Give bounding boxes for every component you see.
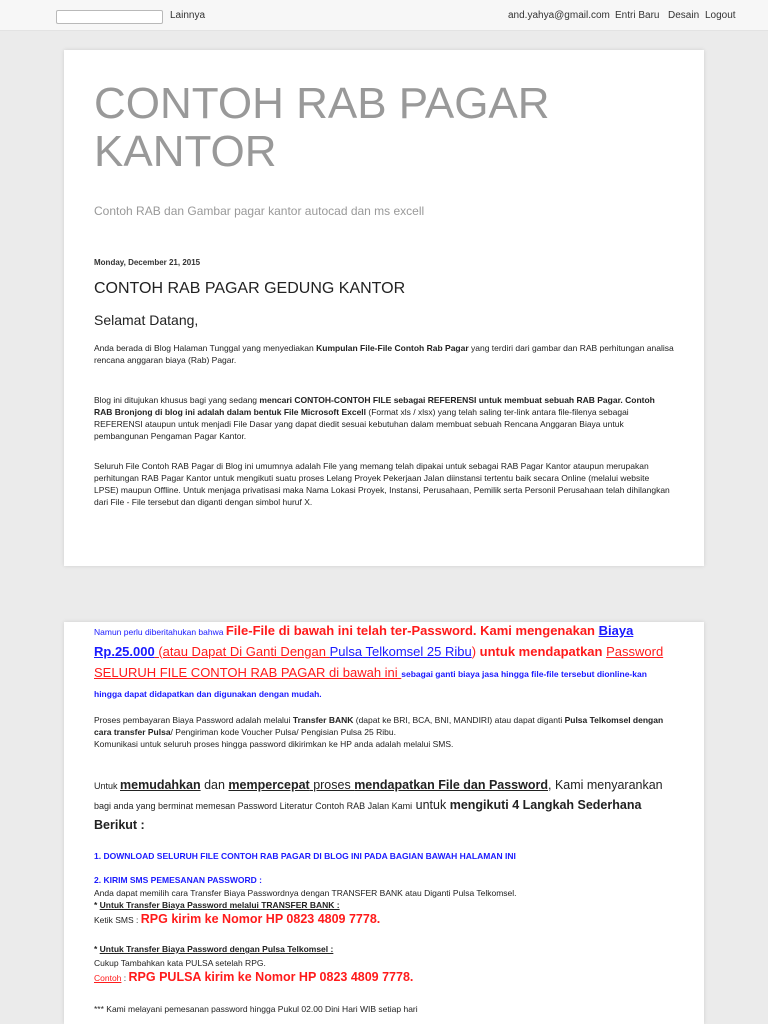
recommendation-text bbox=[94, 776, 664, 835]
pulsa-example bbox=[94, 970, 413, 984]
text-run: / Pengiriman kode Voucher Pulsa/ Pengisian Pulsa 25 Ribu. bbox=[170, 727, 396, 737]
text-run: Proses pembayaran Biaya Password adalah melalui bbox=[94, 715, 293, 725]
text-run-bold: mendapatkan File dan Password bbox=[354, 778, 548, 792]
text-run-bold: memudahkan bbox=[120, 778, 201, 792]
step-2-description: Anda dapat memilih cara Transfer Biaya Passwordnya dengan TRANSFER BANK atau Diganti Pulsa Telkomsel. bbox=[94, 888, 517, 898]
text-run-bold: mengikuti 4 Langkah Sederhana Berikut : bbox=[94, 798, 642, 832]
pulsa-description: Cukup Tambahkan kata PULSA setelah RPG. bbox=[94, 958, 266, 968]
design-link[interactable]: Desain bbox=[668, 10, 700, 21]
blogger-navbar bbox=[0, 0, 768, 31]
post-paragraph-purpose bbox=[94, 394, 674, 442]
post-greeting: Selamat Datang, bbox=[94, 312, 199, 328]
text-run: Blog ini ditujukan khusus bagi yang sedang bbox=[94, 395, 260, 405]
sms-label: Ketik SMS : bbox=[94, 915, 141, 925]
text-run: proses bbox=[309, 778, 355, 792]
sms-text: RPG kirim ke Nomor HP 0823 4809 7778. bbox=[140, 912, 381, 926]
text-run: yang terdiri dari gambar dan RAB perhitungan analisa rencana anggaran biaya (Rab) Pagar. bbox=[94, 343, 674, 365]
notice-alt: (atau Dapat Di Ganti Dengan bbox=[154, 644, 330, 659]
sms-instruction bbox=[94, 912, 380, 926]
step-2-heading: 2. KIRIM SMS PEMESANAN PASSWORD : bbox=[94, 875, 262, 885]
text-run: Untuk bbox=[94, 781, 121, 791]
text-run: untuk bbox=[412, 798, 450, 812]
blog-description: Contoh RAB dan Gambar pagar kantor autocad dan ms excell bbox=[94, 204, 425, 218]
text-run-bold: mempercepat bbox=[228, 778, 310, 792]
notice-pulsa: Pulsa Telkomsel 25 Ribu bbox=[329, 644, 472, 659]
post-panel-bottom bbox=[64, 622, 704, 1024]
navbar-search-input[interactable] bbox=[56, 10, 163, 24]
example-sep: : bbox=[121, 973, 129, 983]
blog-title[interactable]: CONTOH RAB PAGAR KANTOR bbox=[94, 79, 550, 176]
text-run-bold: Pulsa Telkomsel dengan cara transfer Pulsa bbox=[94, 715, 664, 737]
text-run-small: bagi anda yang berminat memesan Password Literatur Contoh RAB Jalan Kami bbox=[94, 801, 413, 811]
step-1-download: 1. DOWNLOAD SELURUH FILE CONTOH RAB PAGAR DI BLOG INI PADA BAGIAN BAWAH HALAMAN INI bbox=[94, 851, 516, 861]
bank-heading-text: Untuk Transfer Biaya Password melalui TRANSFER BANK : bbox=[99, 900, 340, 910]
notice-intro: Namun perlu diberitahukan bahwa bbox=[94, 627, 226, 637]
text-run: Anda berada di Blog Halaman Tunggal yang menyediakan bbox=[94, 343, 317, 353]
navbar-account-email[interactable]: and.yahya@gmail.com bbox=[508, 10, 610, 21]
notice-tail: sebagai ganti biaya jasa hingga file-file tersebut dionline-kan hingga dapat didapatkan dan digunakan dengan mudah. bbox=[94, 669, 647, 699]
bullet-star: * bbox=[94, 900, 100, 910]
notice-price: Biaya Rp.25.000 bbox=[94, 623, 634, 659]
service-hours-note: *** Kami melayani pemesanan password hingga Pukul 02.00 Dini Hari WIB setiap hari bbox=[94, 1004, 418, 1014]
text-run-bold: Kumpulan File-File Contoh Rab Pagar bbox=[316, 343, 469, 353]
post-date: Monday, December 21, 2015 bbox=[94, 258, 201, 267]
notice-close: ) bbox=[471, 644, 477, 659]
bank-transfer-heading bbox=[94, 900, 340, 910]
post-panel-top bbox=[64, 50, 704, 566]
text-run: dan bbox=[200, 778, 229, 792]
text-run-bold: mencari CONTOH-CONTOH FILE sebagai REFERENSI untuk membuat sebuah RAB Pagar. Contoh RAB Bronjong di blog ini adalah dalam bentuk File Microsoft Excell bbox=[94, 395, 655, 417]
text-run: (dapat ke BRI, BCA, BNI, MANDIRI) atau dapat diganti bbox=[353, 715, 565, 725]
post-title[interactable]: CONTOH RAB PAGAR GEDUNG KANTOR bbox=[94, 280, 406, 297]
notice-untuk: untuk mendapatkan bbox=[476, 644, 607, 659]
new-post-link[interactable]: Entri Baru bbox=[615, 10, 660, 21]
text-run: Komunikasi untuk seluruh proses hingga password dikirimkan ke HP anda adalah melalui SMS. bbox=[94, 739, 454, 749]
example-text: RPG PULSA kirim ke Nomor HP 0823 4809 7778. bbox=[128, 970, 414, 984]
logout-link[interactable]: Logout bbox=[705, 10, 736, 21]
bullet-star: * bbox=[94, 944, 100, 954]
example-label: Contoh bbox=[94, 973, 122, 983]
navbar-more-link[interactable]: Lainnya bbox=[170, 10, 206, 21]
post-paragraph-privacy: Seluruh File Contoh RAB Pagar di Blog ini umumnya adalah File yang memang telah dipakai untuk sebagai RAB Pagar Kantor ataupun merupakan perhitungan RAB Pagar Kantor untuk mengikuti suatu proses Lelang Proyek Pekerjaan Jalan diinstansi tertentu baik secara Online (melalui website LPSE) maupun Offline. Untuk menjaga privatisasi maka Nama Lokasi Proyek, Instansi, Perusahaan, Pemilik serta Personil Perusahaan telah dihilangkan dari File - File tersebut dan diganti dengan simbol huruf X. bbox=[94, 461, 670, 507]
pulsa-transfer-heading bbox=[94, 944, 333, 954]
payment-info bbox=[94, 714, 674, 750]
pulsa-heading-text: Untuk Transfer Biaya Password dengan Pulsa Telkomsel : bbox=[99, 944, 334, 954]
text-run-bold: Transfer BANK bbox=[292, 715, 354, 725]
password-notice bbox=[94, 621, 674, 704]
post-paragraph-intro bbox=[94, 342, 674, 366]
text-run: (Format xls / xlsx) yang telah saling ter-link antara file-filenya sebagai REFERENSI ataupun untuk menjadi File Dasar yang dapat diedit sesuai kebutuhan dalam membuat sebuah Rencana Anggaran Biaya untuk pembangunan Pengaman Pagar Kantor. bbox=[94, 407, 629, 441]
notice-red-text: File-File di bawah ini telah ter-Password. Kami mengenakan bbox=[225, 623, 599, 638]
text-run: , Kami menyarankan bbox=[548, 778, 663, 792]
notice-password-all: Password SELURUH FILE CONTOH RAB PAGAR di bawah ini bbox=[94, 644, 664, 680]
